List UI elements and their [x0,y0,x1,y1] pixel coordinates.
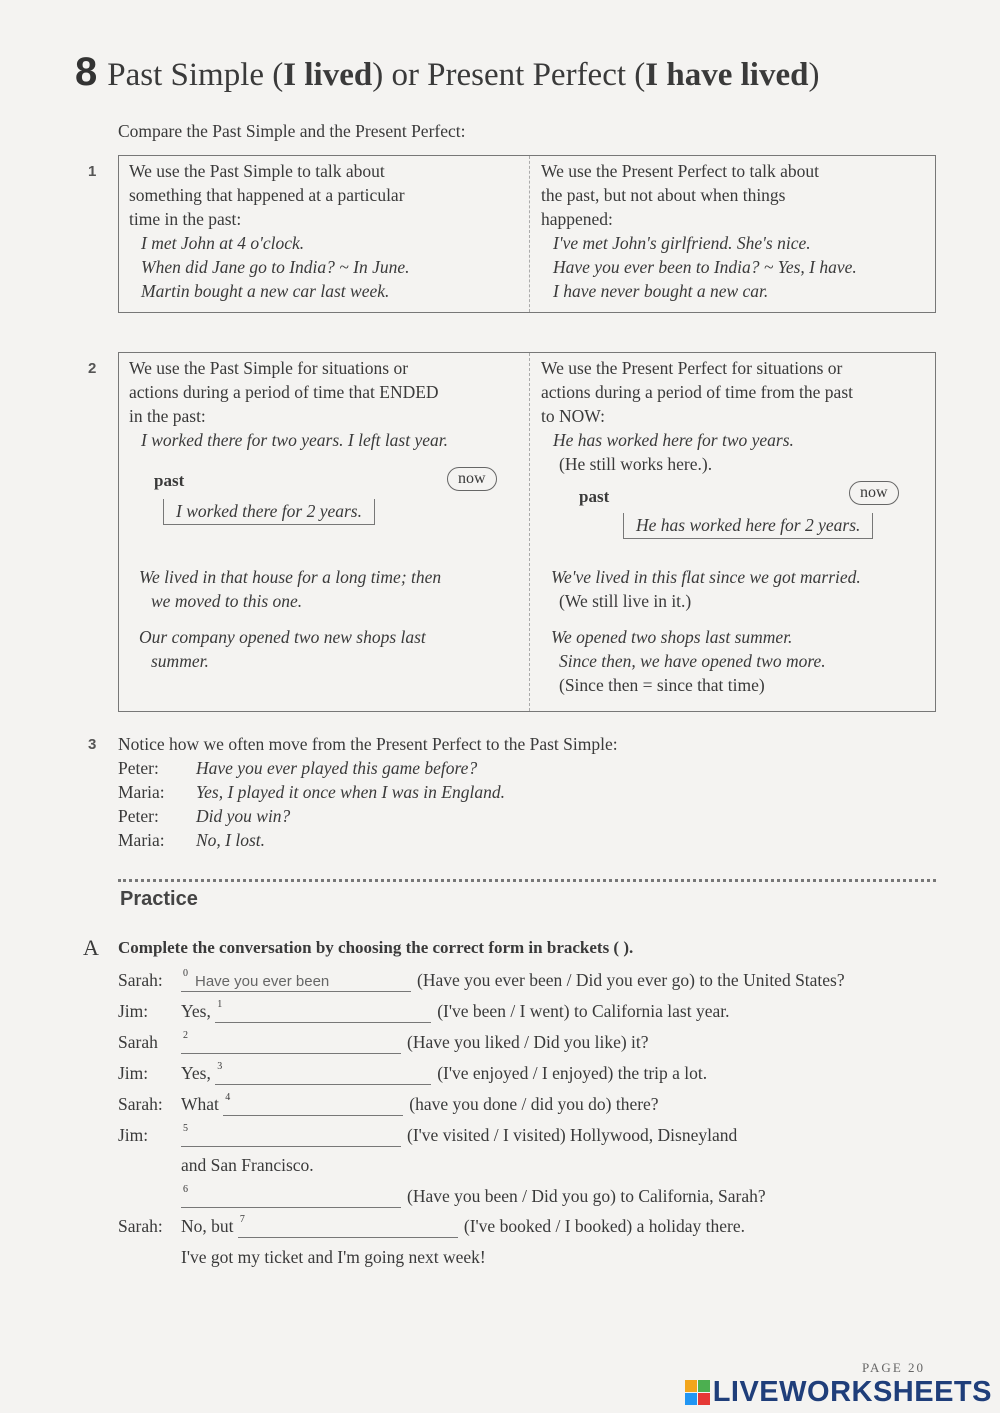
speaker: Jim: [118,1001,149,1021]
choices-text: (I've been / I went) to California last year. [437,1001,730,1021]
exercise-row [118,1214,745,1238]
note: (We still live in it.) [559,591,692,611]
intro: Notice how we often move from the Present Perfect to the Past Simple: [118,734,618,754]
timeline-now: now [849,481,899,505]
choices-text: (Have you ever been / Did you ever go) to the United States? [417,970,845,990]
note: (He still works here.). [559,454,713,474]
text-line: the past, but not about when things [541,185,786,205]
speaker: Sarah: [118,1094,163,1114]
text-line: something that happened at a particular [129,185,405,205]
page-title: 8 Past Simple (I lived) or Present Perfect (I have lived) [75,50,820,94]
subtitle: Compare the Past Simple and the Present Perfect: [118,121,466,141]
practice-heading: Practice [120,888,198,910]
text-line: actions during a period of time that [129,382,375,402]
answer-blank [181,1030,407,1054]
lead-text: Yes, [181,1063,211,1083]
choices-text: (I've enjoyed / I enjoyed) the trip a lot. [437,1063,708,1083]
timeline-label: He has worked here for 2 years. [623,513,873,539]
item-number: 0 [183,968,188,979]
text-line: We use the Present Perfect to talk about [541,161,820,181]
item-number: 5 [183,1123,188,1134]
answer-blank [181,968,417,992]
timeline-past: past [579,487,610,506]
speaker: Peter: [118,758,159,778]
choices-text: (I've visited / I visited) Hollywood, Disneyland [407,1125,738,1145]
exercise-row [118,1061,707,1085]
section-1-box [118,155,936,313]
lead-text: No, but [181,1216,234,1236]
choices-text: (Have you been / Did you go) to California, Sarah? [407,1186,766,1206]
speaker: Peter: [118,806,159,826]
example: Have you ever been to India? ~ Yes, I have. [553,257,857,277]
speaker: Sarah [118,1032,158,1052]
answer-input-1[interactable] [215,1003,431,1023]
dialogue: Did you win? [196,806,291,826]
example: We lived in that house for a long time; then [139,567,442,587]
exercise-row [118,968,845,992]
dialogue: Have you ever played this game before? [196,758,478,778]
divider [529,353,530,711]
divider [529,156,530,312]
item-number: 7 [239,1214,245,1225]
text-line: actions during a period of time from the past [541,382,854,402]
example: We've lived in this flat since we got married. [551,567,861,587]
lead-text: What [181,1094,219,1114]
section-number: 2 [88,360,97,377]
section-number: 1 [88,163,97,180]
exercise-instruction: Complete the conversation by choosing the correct form in brackets ( ). [118,938,634,957]
speaker: Maria: [118,782,165,802]
example: I worked there for two years. I left last year. [141,430,449,450]
answer-input-0[interactable] [181,972,411,992]
answer-blank [181,1184,407,1208]
choices-text: (I've booked / I booked) a holiday there. [463,1216,745,1236]
item-number: 3 [217,1061,223,1072]
section-3 [118,732,618,852]
answer-input-2[interactable] [181,1034,401,1054]
item-number: 6 [183,1184,188,1195]
continuation-text: and San Francisco. [181,1155,314,1175]
logo-text: LIVEWORKSHEETS [712,1376,992,1408]
example: Since then, we have opened two more. [559,651,826,671]
exercise-row [118,1030,649,1054]
example: I have never bought a new car. [553,281,769,301]
logo-icon [685,1380,710,1405]
speaker: Sarah: [118,970,163,990]
answer-blank [223,1092,409,1116]
speaker: Sarah: [118,1216,163,1236]
answer-input-6[interactable] [181,1188,401,1208]
example: We opened two shops last summer. [551,627,793,647]
example: I've met John's girlfriend. She's nice. [553,233,811,253]
exercise-letter: A [83,935,99,960]
dotted-divider [118,879,936,882]
section-number: 3 [88,736,97,753]
s1-left [129,156,410,303]
example: He has worked here for two years. [553,430,794,450]
exercise-row [118,1123,737,1147]
speaker: Jim: [118,1125,149,1145]
liveworksheets-logo [685,1376,992,1409]
exercise-row [118,1092,659,1116]
note: (Since then = since that time) [559,675,765,695]
answer-input-3[interactable] [215,1065,431,1085]
example: Our company opened two new shops last [139,627,426,647]
exercise-row [118,1184,766,1208]
speaker: Jim: [118,1063,149,1083]
text-line: to [541,406,555,426]
timeline-now: now [447,467,497,491]
text-line: in the past: [129,406,206,426]
item-number: 4 [225,1092,231,1103]
text-line: We use the Past Simple for situations or [129,358,409,378]
answer-blank [181,1123,407,1147]
text-line: We use the Past Simple to talk about [129,161,385,181]
example: summer. [151,651,209,671]
timeline-label: I worked there for 2 years. [163,499,375,525]
continuation-text: I've got my ticket and I'm going next week! [181,1247,486,1267]
choices-text: (have you done / did you do) there? [409,1094,659,1114]
text-line: happened: [541,209,613,229]
dialogue: No, I lost. [196,830,266,850]
page-number: PAGE 20 [862,1360,926,1375]
answer-input-4[interactable] [223,1096,403,1116]
example: I met John at 4 o'clock. [141,233,305,253]
example: Martin bought a new car last week. [141,281,390,301]
s2-right [541,353,933,711]
speaker: Maria: [118,830,165,850]
answer-input-5[interactable] [181,1127,401,1147]
s2-left [129,353,524,711]
section-2-box [118,352,936,712]
lead-text: Yes, [181,1001,211,1021]
ended-label: ENDED [379,382,439,402]
text-line: We use the Present Perfect for situations or [541,358,843,378]
answer-blank [238,1214,464,1238]
exercise-row [118,999,730,1023]
s1-right [541,156,857,303]
answer-blank [215,999,437,1023]
timeline-past: past [154,471,185,490]
example: When did Jane go to India? ~ In June. [141,257,410,277]
example: we moved to this one. [151,591,303,611]
dialogue: Yes, I played it once when I was in England. [196,782,505,802]
now-label: NOW: [559,406,606,426]
answer-blank [215,1061,437,1085]
answer-input-7[interactable] [238,1218,458,1238]
item-number: 1 [217,999,223,1010]
choices-text: (Have you liked / Did you like) it? [407,1032,649,1052]
text-line: time in the past: [129,209,242,229]
item-number: 2 [183,1030,188,1041]
